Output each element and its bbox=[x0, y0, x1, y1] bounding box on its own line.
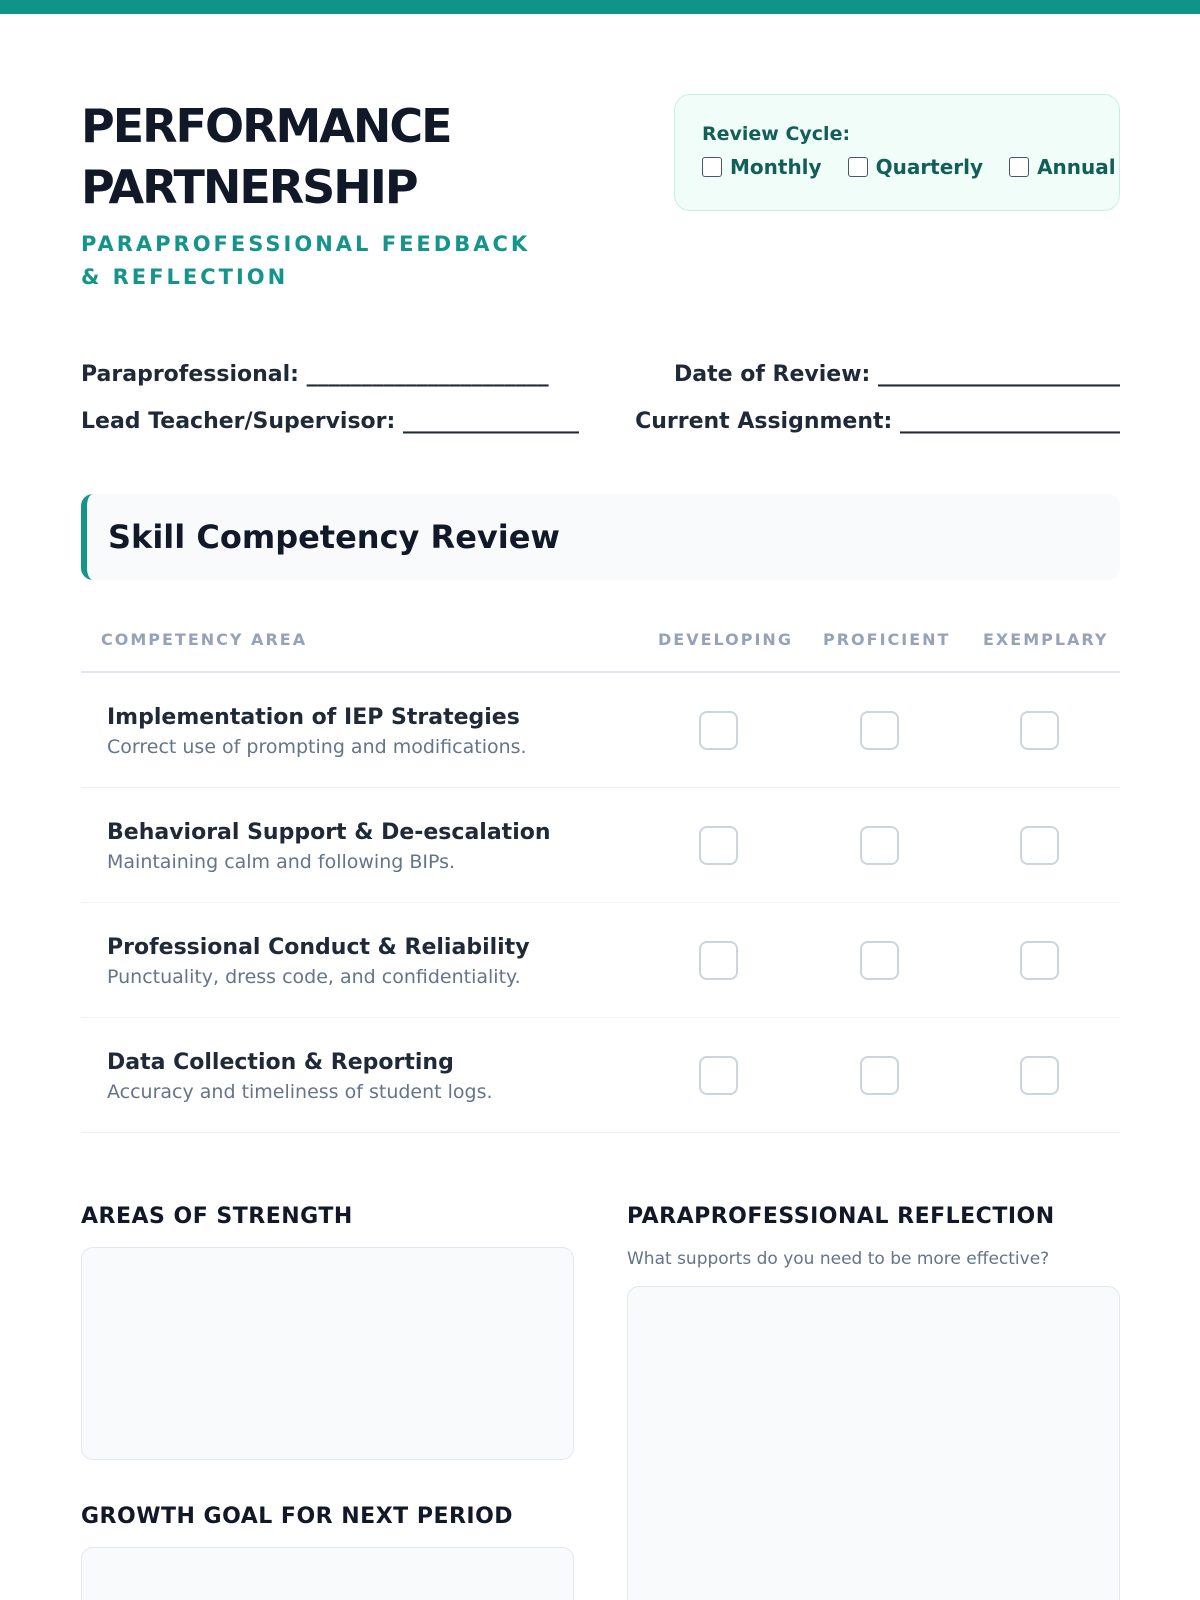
developing-checkbox[interactable] bbox=[699, 826, 738, 865]
title-line-1: PERFORMANCE bbox=[81, 99, 451, 153]
quarterly-label: Quarterly bbox=[875, 155, 984, 179]
date-of-review-field[interactable]: Date of Review: ______________________ bbox=[674, 362, 1120, 387]
annual-label: Annual bbox=[1037, 155, 1116, 179]
developing-checkbox[interactable] bbox=[699, 1056, 738, 1095]
strength-label: AREAS OF STRENGTH bbox=[81, 1204, 353, 1229]
table-row bbox=[81, 788, 1120, 903]
page-subtitle: PARAPROFESSIONAL FEEDBACK & REFLECTION bbox=[81, 232, 531, 289]
page-title bbox=[81, 96, 621, 218]
current-assignment-field[interactable]: Current Assignment: ____________________ bbox=[635, 409, 1120, 434]
paraprofessional-field[interactable]: Paraprofessional: ______________________ bbox=[81, 362, 549, 387]
title-line-2: PARTNERSHIP bbox=[81, 160, 417, 214]
col-exemplary: EXEMPLARY bbox=[983, 630, 1109, 649]
review-cycle-option-monthly[interactable] bbox=[702, 155, 822, 179]
competency-table bbox=[81, 610, 1120, 1133]
growth-goal-textarea[interactable] bbox=[81, 1547, 574, 1600]
proficient-checkbox[interactable] bbox=[860, 941, 899, 980]
row-description: Correct use of prompting and modifications. bbox=[107, 736, 527, 758]
top-accent-bar bbox=[0, 0, 1200, 14]
review-cycle-box bbox=[674, 94, 1120, 211]
title-block bbox=[81, 96, 621, 294]
monthly-checkbox[interactable] bbox=[702, 157, 722, 177]
proficient-checkbox[interactable] bbox=[860, 1056, 899, 1095]
exemplary-checkbox[interactable] bbox=[1020, 1056, 1059, 1095]
row-title: Data Collection & Reporting bbox=[107, 1050, 454, 1075]
row-title: Implementation of IEP Strategies bbox=[107, 705, 520, 730]
table-header bbox=[81, 610, 1120, 673]
col-competency-area: COMPETENCY AREA bbox=[101, 630, 308, 649]
row-description: Accuracy and timeliness of student logs. bbox=[107, 1081, 493, 1103]
developing-checkbox[interactable] bbox=[699, 941, 738, 980]
growth-goal-label: GROWTH GOAL FOR NEXT PERIOD bbox=[81, 1504, 514, 1529]
col-developing: DEVELOPING bbox=[658, 630, 793, 649]
developing-checkbox[interactable] bbox=[699, 711, 738, 750]
col-proficient: PROFICIENT bbox=[823, 630, 951, 649]
row-description: Maintaining calm and following BIPs. bbox=[107, 851, 456, 873]
reflection-textarea[interactable] bbox=[627, 1286, 1120, 1600]
row-description: Punctuality, dress code, and confidentiality. bbox=[107, 966, 521, 988]
review-cycle-options bbox=[702, 155, 1116, 179]
exemplary-checkbox[interactable] bbox=[1020, 941, 1059, 980]
strength-textarea[interactable] bbox=[81, 1247, 574, 1460]
annual-checkbox[interactable] bbox=[1009, 157, 1029, 177]
quarterly-checkbox[interactable] bbox=[848, 157, 868, 177]
review-cycle-label: Review Cycle: bbox=[702, 123, 851, 145]
row-title: Behavioral Support & De-escalation bbox=[107, 820, 551, 845]
table-row bbox=[81, 903, 1120, 1018]
review-cycle-option-quarterly[interactable] bbox=[848, 155, 983, 179]
table-row bbox=[81, 673, 1120, 788]
proficient-checkbox[interactable] bbox=[860, 711, 899, 750]
exemplary-checkbox[interactable] bbox=[1020, 826, 1059, 865]
table-row bbox=[81, 1018, 1120, 1133]
monthly-label: Monthly bbox=[730, 155, 822, 179]
reflection-label: PARAPROFESSIONAL REFLECTION bbox=[627, 1204, 1055, 1229]
section-title: Skill Competency Review bbox=[108, 518, 560, 556]
review-cycle-option-annual[interactable] bbox=[1009, 155, 1116, 179]
reflection-hint: What supports do you need to be more effective? bbox=[627, 1249, 1050, 1269]
lead-teacher-field[interactable]: Lead Teacher/Supervisor: ________________ bbox=[81, 409, 579, 434]
skill-competency-header bbox=[81, 494, 1120, 580]
row-title: Professional Conduct & Reliability bbox=[107, 935, 530, 960]
exemplary-checkbox[interactable] bbox=[1020, 711, 1059, 750]
proficient-checkbox[interactable] bbox=[860, 826, 899, 865]
